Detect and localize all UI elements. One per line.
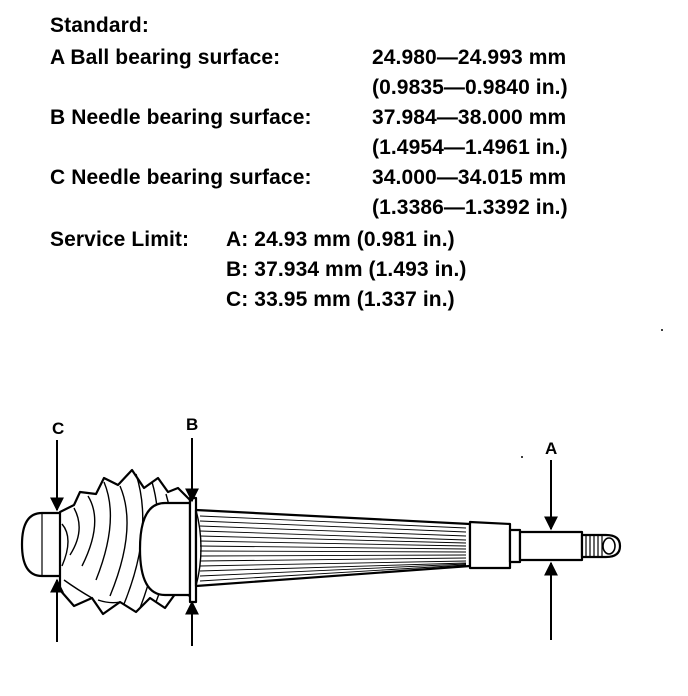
spec-b-label: B Needle bearing surface: — [50, 106, 312, 129]
spec-b-value-in: (1.4954—1.4961 in.) — [372, 136, 568, 159]
spec-c-value-in: (1.3386—1.3392 in.) — [372, 196, 568, 219]
spec-a-value-in: (0.9835—0.9840 in.) — [372, 76, 568, 99]
spec-c-label: C Needle bearing surface: — [50, 166, 312, 189]
label-c: C — [52, 419, 65, 438]
spec-b-value-mm: 37.984—38.000 mm — [372, 106, 567, 129]
mainshaft-illustration — [22, 470, 620, 614]
threaded-end — [582, 535, 620, 557]
print-speck — [661, 329, 663, 331]
spec-a-label: A Ball bearing surface: — [50, 46, 281, 69]
journal-a — [520, 532, 582, 560]
service-limit-b: B: 37.934 mm (1.493 in.) — [226, 258, 467, 281]
spec-c-value-mm: 34.000—34.015 mm — [372, 166, 567, 189]
journal-b — [140, 503, 190, 595]
shaft-collar — [470, 522, 510, 568]
standard-heading: Standard: — [50, 14, 149, 37]
spec-a-value-mm: 24.980—24.993 mm — [372, 46, 567, 69]
label-a: A — [545, 439, 558, 458]
service-limit-c: C: 33.95 mm (1.337 in.) — [226, 288, 455, 311]
service-limit-label: Service Limit: — [50, 228, 190, 251]
service-limit-a: A: 24.93 mm (0.981 in.) — [226, 228, 455, 251]
label-b: B — [186, 415, 199, 434]
print-speck — [521, 456, 523, 458]
